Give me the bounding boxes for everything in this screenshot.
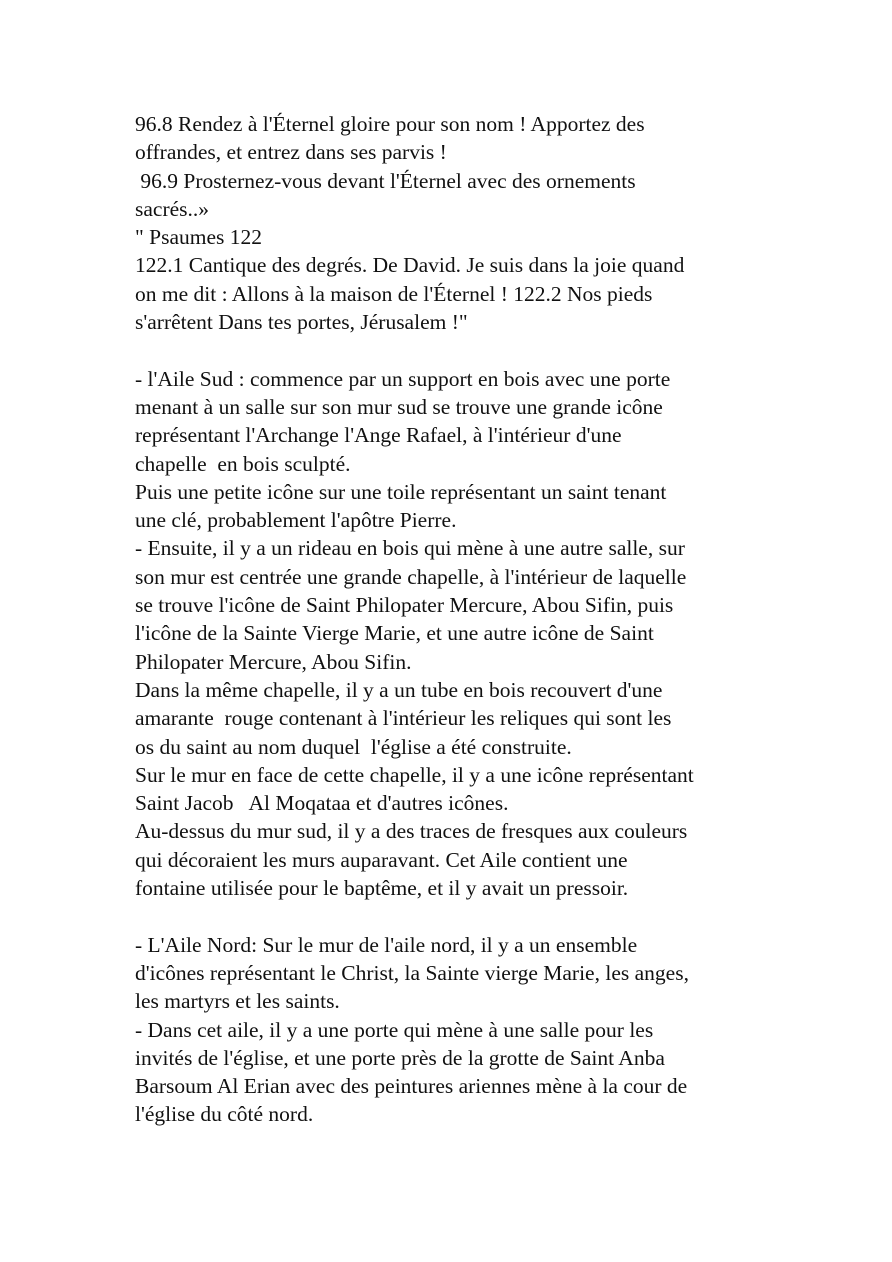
document-page [135,110,775,1129]
text-line: 96.9 Prosternez-vous devant l'Éternel avec des ornements [135,168,636,193]
text-line: 96.8 Rendez à l'Éternel gloire pour son nom ! Apportez des [135,112,645,136]
text-line: son mur est centrée une grande chapelle, à l'intérieur de laquelle [135,564,687,589]
paragraph-gap [135,336,775,364]
text-line: sacrés..» [135,196,210,221]
text-line: fontaine utilisée pour le baptême, et il y avait un pressoir. [135,876,629,901]
text-line: 122.1 Cantique des degrés. De David. Je suis dans la joie quand [135,253,685,278]
text-line: invités de l'église, et une porte près de la grotte de Saint Anba [135,1045,665,1070]
text-line: offrandes, et entrez dans ses parvis ! [135,140,447,165]
text-line: Puis une petite icône sur une toile représentant un saint tenant [135,479,667,504]
text-line: Dans la même chapelle, il y a un tube en bois recouvert d'une [135,677,663,702]
text-line: d'icônes représentant le Christ, la Sainte vierge Marie, les anges, [135,960,689,985]
text-line: - Dans cet aile, il y a une porte qui mène à une salle pour les [135,1017,654,1042]
text-line: qui décoraient les murs auparavant. Cet Aile contient une [135,847,628,872]
text-line: Au-dessus du mur sud, il y a des traces de fresques aux couleurs [135,819,688,844]
text-line: amarante rouge contenant à l'intérieur les reliques qui sont les [135,706,672,731]
text-line: l'icône de la Sainte Vierge Marie, et une autre icône de Saint [135,621,654,646]
text-line: Saint Jacob Al Moqataa et d'autres icônes. [135,791,509,816]
text-line: les martyrs et les saints. [135,989,340,1014]
paragraph-gap [135,902,775,930]
text-line: se trouve l'icône de Saint Philopater Mercure, Abou Sifin, puis [135,593,674,618]
text-line: Philopater Mercure, Abou Sifin. [135,649,412,674]
text-line: on me dit : Allons à la maison de l'Éternel ! 122.2 Nos pieds [135,281,653,306]
text-line: menant à un salle sur son mur sud se trouve une grande icône [135,394,663,419]
text-line: " Psaumes 122 [135,225,263,250]
text-line: - l'Aile Sud : commence par un support en bois avec une porte [135,366,671,391]
text-line: - L'Aile Nord: Sur le mur de l'aile nord, il y a un ensemble [135,932,638,957]
text-line: chapelle en bois sculpté. [135,451,351,476]
text-line: os du saint au nom duquel l'église a été construite. [135,734,572,759]
text-line: une clé, probablement l'apôtre Pierre. [135,508,457,533]
text-line: l'église du côté nord. [135,1102,314,1127]
text-line: Barsoum Al Erian avec des peintures ariennes mène à la cour de [135,1074,688,1099]
text-line: représentant l'Archange l'Ange Rafael, à l'intérieur d'une [135,423,622,448]
text-line: s'arrêtent Dans tes portes, Jérusalem !" [135,310,468,335]
text-line: - Ensuite, il y a un rideau en bois qui mène à une autre salle, sur [135,536,685,561]
text-line: Sur le mur en face de cette chapelle, il y a une icône représentant [135,762,694,787]
